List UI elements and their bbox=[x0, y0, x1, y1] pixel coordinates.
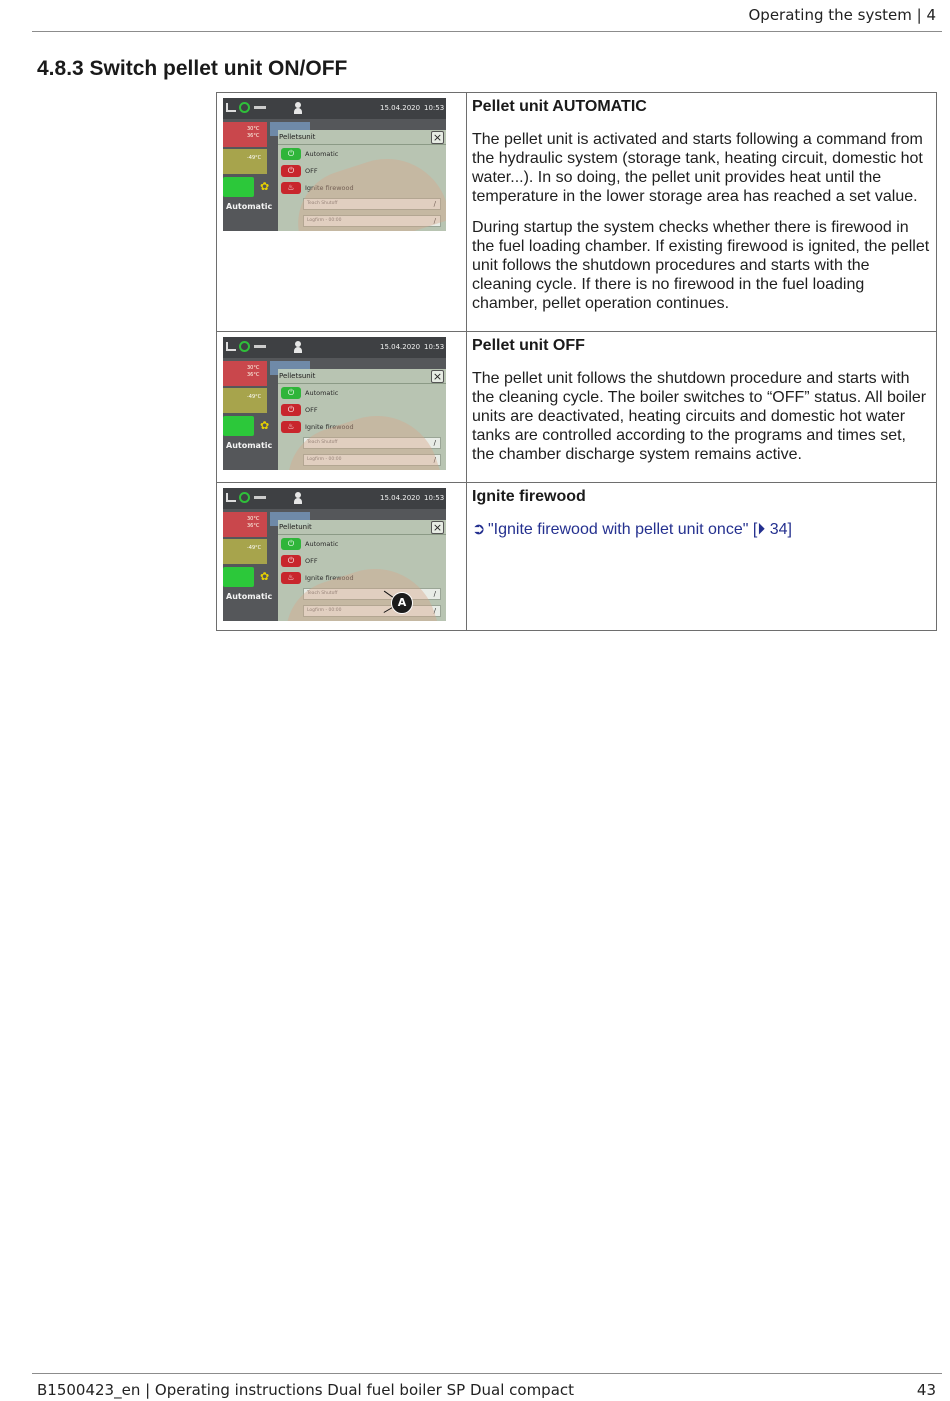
temp-reading: -49°C bbox=[247, 155, 262, 161]
status-bar bbox=[223, 98, 446, 119]
storage-tile bbox=[223, 512, 267, 537]
dialog-divider bbox=[278, 383, 446, 384]
mode-label: Automatic bbox=[226, 592, 273, 601]
temp-reading: 36°C bbox=[247, 523, 260, 529]
temp-reading: 30°C bbox=[247, 516, 260, 522]
option-label: OFF bbox=[305, 406, 318, 414]
clock-icon bbox=[239, 102, 250, 113]
clock-icon bbox=[239, 492, 250, 503]
power-icon: ⏻ bbox=[281, 404, 301, 416]
power-icon: ⏻ bbox=[281, 387, 301, 399]
option-label: Ignite firewood bbox=[305, 423, 354, 431]
section-title: 4.8.3 Switch pellet unit ON/OFF bbox=[37, 57, 348, 80]
gear-icon: ✿ bbox=[260, 419, 270, 432]
text-cell bbox=[467, 483, 937, 631]
field-text: Logfirm - 00:00 bbox=[307, 218, 342, 223]
pencil-icon: / bbox=[433, 200, 436, 208]
pencil-icon: / bbox=[433, 217, 436, 225]
clock-icon bbox=[239, 341, 250, 352]
triangle-right-icon: ⏵ bbox=[757, 521, 766, 538]
status-bar bbox=[223, 488, 446, 509]
temp-reading: 36°C bbox=[247, 133, 260, 139]
usb-icon bbox=[254, 496, 266, 499]
pencil-icon: / bbox=[433, 439, 436, 447]
power-icon: ⏻ bbox=[281, 165, 301, 177]
document-id: B1500423_en | Operating instructions Dual fuel boiler SP Dual compact bbox=[37, 1381, 575, 1399]
pencil-icon: / bbox=[433, 607, 436, 615]
field-text: Logfirm - 00:00 bbox=[307, 457, 342, 462]
control-panel-screenshot bbox=[223, 98, 446, 231]
xref-page: 34] bbox=[765, 521, 792, 538]
row-title: Pellet unit OFF bbox=[472, 337, 585, 354]
row-paragraph: The pellet unit is activated and starts following a command from the hydraulic system (storage tank, heating circuit, domestic hot water...). In so doing, the pellet unit provides heat until the temperature in the lower storage area has reached a set value. bbox=[472, 131, 923, 205]
option-label: OFF bbox=[305, 167, 318, 175]
field-text: Teach Shutoff bbox=[307, 591, 338, 596]
usb-icon bbox=[254, 345, 266, 348]
image-cell bbox=[217, 332, 467, 483]
screen-date: 15.04.2020 bbox=[380, 104, 421, 112]
dialog-divider bbox=[278, 144, 446, 145]
field-text: Teach Shutoff bbox=[307, 201, 338, 206]
table-row bbox=[217, 93, 937, 332]
screen-time: 10:53 bbox=[424, 494, 445, 502]
arrow-right-icon: ➲ bbox=[472, 521, 486, 538]
callout-marker: A bbox=[391, 592, 413, 614]
temp-reading: -49°C bbox=[247, 394, 262, 400]
control-panel-screenshot bbox=[223, 488, 446, 621]
boiler-tile bbox=[223, 177, 254, 197]
temp-reading: 30°C bbox=[247, 126, 260, 132]
status-bar bbox=[223, 337, 446, 358]
dialog-title: Pelletsunit bbox=[279, 372, 316, 380]
boiler-tile bbox=[223, 567, 254, 587]
option-label: Automatic bbox=[305, 150, 339, 158]
field-text: Teach Shutoff bbox=[307, 440, 338, 445]
outdoor-tile bbox=[223, 149, 267, 174]
user-icon bbox=[294, 492, 302, 504]
flame-icon: ♨ bbox=[281, 572, 301, 584]
field-text: Logfirm - 00:00 bbox=[307, 608, 342, 613]
option-label: Automatic bbox=[305, 389, 339, 397]
network-icon bbox=[226, 342, 236, 351]
flame-icon: ♨ bbox=[281, 421, 301, 433]
mode-label: Automatic bbox=[226, 202, 273, 211]
screen-time: 10:53 bbox=[424, 104, 445, 112]
image-cell bbox=[217, 483, 467, 631]
pencil-icon: / bbox=[433, 590, 436, 598]
boiler-tile bbox=[223, 416, 254, 436]
close-icon: × bbox=[432, 370, 443, 383]
screen-time: 10:53 bbox=[424, 343, 445, 351]
temp-reading: 36°C bbox=[247, 372, 260, 378]
flame-icon: ♨ bbox=[281, 182, 301, 194]
row-title: Ignite firewood bbox=[472, 488, 586, 505]
outdoor-tile bbox=[223, 539, 267, 564]
mode-label: Automatic bbox=[226, 441, 273, 450]
page-header bbox=[32, 0, 942, 32]
screen-date: 15.04.2020 bbox=[380, 494, 421, 502]
power-icon: ⏻ bbox=[281, 148, 301, 160]
dialog-divider bbox=[278, 534, 446, 535]
header-text: Operating the system | 4 bbox=[748, 6, 936, 24]
option-label: Ignite firewood bbox=[305, 184, 354, 192]
usb-icon bbox=[254, 106, 266, 109]
page-footer bbox=[32, 1373, 942, 1401]
dialog-title: Pelletsunit bbox=[279, 133, 316, 141]
cross-reference-link[interactable] bbox=[472, 520, 931, 539]
screen-date: 15.04.2020 bbox=[380, 343, 421, 351]
text-cell bbox=[467, 93, 937, 332]
gear-icon: ✿ bbox=[260, 180, 270, 193]
row-paragraph: The pellet unit follows the shutdown procedure and starts with the cleaning cycle. The boiler switches to “OFF” status. All boiler units are deactivated, heating circuits and domestic hot water tanks are controlled according to the programs and times set, the chamber discharge system remains active. bbox=[472, 370, 927, 463]
pencil-icon: / bbox=[433, 456, 436, 464]
row-title: Pellet unit AUTOMATIC bbox=[472, 98, 647, 115]
option-label: OFF bbox=[305, 557, 318, 565]
dialog-title: Pelletunit bbox=[279, 523, 312, 531]
network-icon bbox=[226, 493, 236, 502]
row-paragraph: During startup the system checks whether there is firewood in the fuel loading chamber. If existing firewood is ignited, the pellet unit follows the shutdown procedures and starts with the cleaning cycle. If there is no firewood in the fuel loading chamber, pellet operation continues. bbox=[472, 219, 930, 312]
power-icon: ⏻ bbox=[281, 555, 301, 567]
control-panel-screenshot bbox=[223, 337, 446, 470]
image-cell bbox=[217, 93, 467, 332]
storage-tile bbox=[223, 122, 267, 147]
option-label: Automatic bbox=[305, 540, 339, 548]
outdoor-tile bbox=[223, 388, 267, 413]
xref-text: "Ignite firewood with pellet unit once" [ bbox=[488, 521, 758, 538]
close-icon: × bbox=[432, 521, 443, 534]
gear-icon: ✿ bbox=[260, 570, 270, 583]
user-icon bbox=[294, 102, 302, 114]
page-number: 43 bbox=[916, 1381, 936, 1399]
temp-reading: -49°C bbox=[247, 545, 262, 551]
network-icon bbox=[226, 103, 236, 112]
storage-tile bbox=[223, 361, 267, 386]
table-row bbox=[217, 332, 937, 483]
function-table bbox=[216, 92, 937, 631]
temp-reading: 30°C bbox=[247, 365, 260, 371]
user-icon bbox=[294, 341, 302, 353]
text-cell bbox=[467, 332, 937, 483]
close-icon: × bbox=[432, 131, 443, 144]
power-icon: ⏻ bbox=[281, 538, 301, 550]
table-row bbox=[217, 483, 937, 631]
option-label: Ignite firewood bbox=[305, 574, 354, 582]
